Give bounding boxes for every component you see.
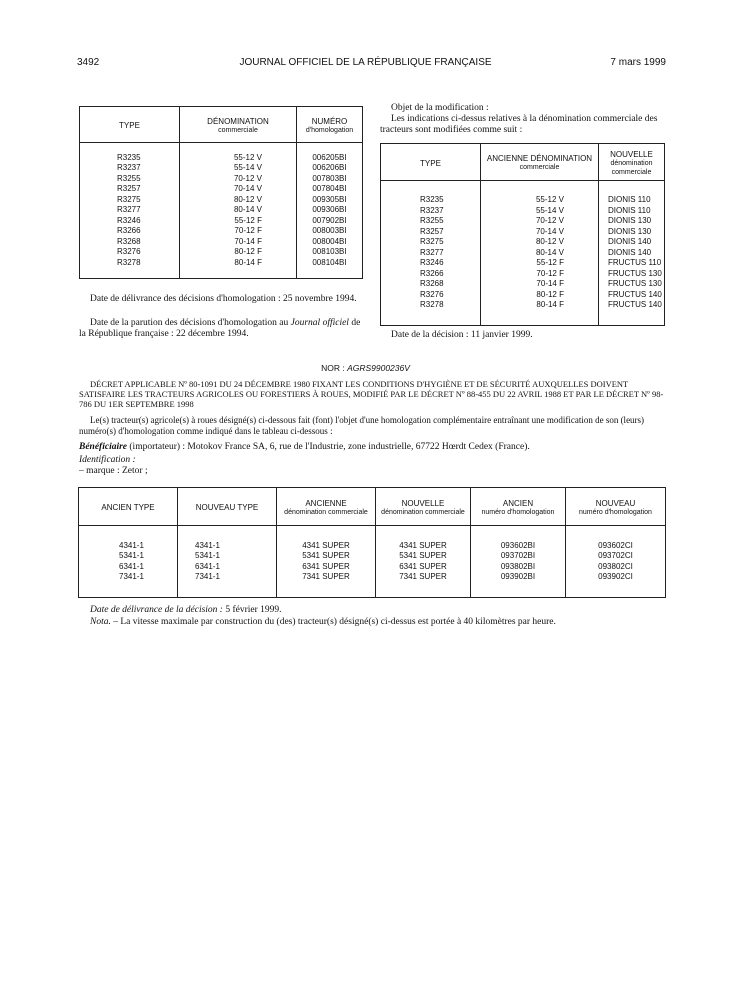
decret-body: Le(s) tracteur(s) agricole(s) à roues désigné(s) ci-dessous fait (font) l'objet d'une homologation complémentaire entraînant une modification de son (leurs) numéro(s) d'homologation comme indiqué dans le tableau ci-dessous :	[79, 415, 645, 436]
homologation-change-table	[78, 487, 666, 598]
header-date: 7 mars 1999	[610, 57, 666, 68]
table-header-row	[80, 107, 363, 143]
nor-reference: NOR : AGRS9900236V	[321, 363, 410, 373]
column-header: NOUVEAU TYPE	[178, 488, 277, 526]
column-header: TYPE	[80, 107, 180, 143]
column-header: NUMÉRO d'homologation	[297, 107, 363, 143]
table-row	[80, 143, 363, 279]
nota-line: Nota. – La vitesse maximale par construction du (des) tracteur(s) désigné(s) ci-dessus est portée à 40 kilomètres par heure.	[90, 617, 556, 627]
page-number: 3492	[77, 57, 100, 68]
journal-title: JOURNAL OFFICIEL DE LA RÉPUBLIQUE FRANÇAISE	[239, 57, 492, 68]
table-row	[79, 526, 666, 598]
column-header: NOUVEAU numéro d'homologation	[566, 488, 666, 526]
column-header: DÉNOMINATION commerciale	[180, 107, 297, 143]
nouveau-type-cell: 4341-1 5341-1 6341-1 7341-1	[178, 526, 277, 598]
decision-date: Date de la décision : 11 janvier 1999.	[391, 330, 533, 340]
nouveau-numero-cell: 093602CI 093702CI 093802CI 093902CI	[566, 526, 666, 598]
decret-title: DÉCRET APPLICABLE Nº 80-1091 DU 24 DÉCEMBRE 1980 FIXANT LES CONDITIONS D'HYGIÈNE ET DE SÉCURITÉ AUXQUELLES DOIVENT SATISFAIRE LES TRACTEURS AGRICOLES OU FORESTIERS À ROUES, MODIFIÉ PAR LE DÉCRET Nº 88-455 DU 22 AVRIL 1988 ET PAR LE DÉCRET Nº 98-786 DU 1ER SEPTEMBRE 1998	[79, 379, 664, 409]
ancienne-denomination-cell: 55-12 V 55-14 V 70-12 V 70-14 V 80-12 V 80-14 V 55-12 F 70-12 F 70-14 F 80-12 F 80-14 F	[481, 181, 599, 326]
nouvelle-denomination-cell: 4341 SUPER 5341 SUPER 6341 SUPER 7341 SUPER	[376, 526, 471, 598]
column-header: TYPE	[381, 144, 481, 181]
table-header-row	[381, 144, 665, 181]
column-header: NOUVELLE dénomination commerciale	[376, 488, 471, 526]
ancien-numero-cell: 093602BI 093702BI 093802BI 093902BI	[471, 526, 566, 598]
column-header: ANCIENNE dénomination commerciale	[277, 488, 376, 526]
parution-note: Date de la parution des décisions d'homologation au Journal officiel de la République française : 22 décembre 1994.	[79, 318, 361, 339]
denomination-column-cell: 55-12 V 55-14 V 70-12 V 70-14 V 80-12 V 80-14 V 55-12 F 70-12 F 70-14 F 80-12 F 80-14 F	[180, 143, 297, 279]
ancien-type-cell: 4341-1 5341-1 6341-1 7341-1	[79, 526, 178, 598]
table-header-row	[79, 488, 666, 526]
beneficiaire-line: Bénéficiaire (importateur) : Motokov France SA, 6, rue de l'Industrie, zone industrielle, 67722 Hœrdt Cedex (France).	[79, 442, 530, 452]
delivrance-note: Date de délivrance des décisions d'homologation : 25 novembre 1994.	[90, 294, 357, 304]
nouvelle-denomination-cell: DIONIS 110 DIONIS 110 DIONIS 130 DIONIS 130 DIONIS 140 DIONIS 140 FRUCTUS 110 FRUCTUS 130 FRUCTUS 130 FRUCTUS 140 FRUCTUS 140	[599, 181, 665, 326]
table-row	[381, 181, 665, 326]
type-column-cell: R3235 R3237 R3255 R3257 R3275 R3277 R3246 R3266 R3268 R3276 R3278	[80, 143, 180, 279]
decision-delivrance: Date de délivrance de la décision : 5 février 1999.	[90, 605, 282, 615]
ancienne-denomination-cell: 4341 SUPER 5341 SUPER 6341 SUPER 7341 SUPER	[277, 526, 376, 598]
column-header: ANCIEN TYPE	[79, 488, 178, 526]
column-header: NOUVELLE dénomination commerciale	[599, 144, 665, 181]
marque-line: – marque : Zetor ;	[79, 466, 148, 476]
type-column-cell: R3235 R3237 R3255 R3257 R3275 R3277 R3246 R3266 R3268 R3276 R3278	[381, 181, 481, 326]
numero-column-cell: 006205BI 006206BI 007803BI 007804BI 009305BI 009306BI 007902BI 008003BI 008004BI 008103BI 008104BI	[297, 143, 363, 279]
objet-title: Objet de la modification :	[391, 103, 489, 113]
denomination-change-table	[380, 143, 665, 326]
identification-label: Identification :	[79, 455, 136, 465]
column-header: ANCIENNE DÉNOMINATION commerciale	[481, 144, 599, 181]
column-header: ANCIEN numéro d'homologation	[471, 488, 566, 526]
homologation-table	[79, 106, 363, 279]
objet-text: Les indications ci-dessus relatives à la dénomination commerciale des tracteurs sont modifiées comme suit :	[380, 114, 658, 135]
